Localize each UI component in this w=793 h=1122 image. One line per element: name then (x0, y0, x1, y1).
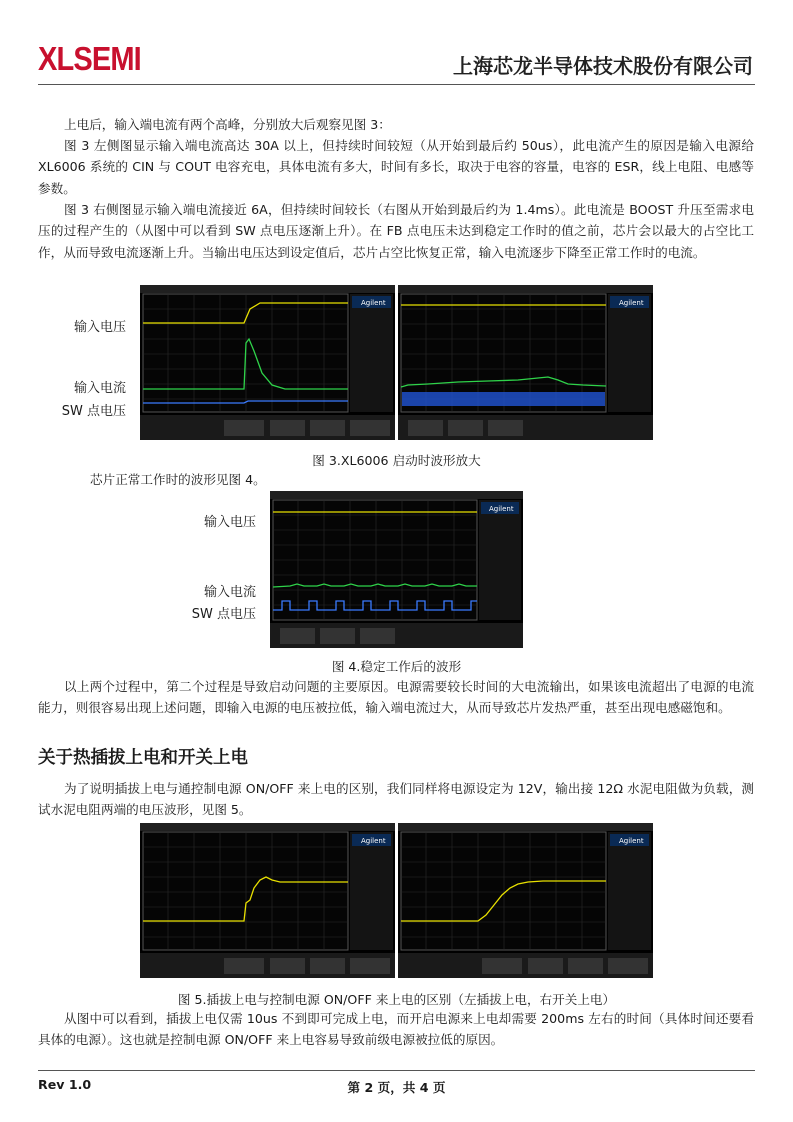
revision-label: Rev 1.0 (38, 1077, 92, 1092)
paragraph: 从图中可以看到，插拔上电仅需 10us 不到即可完成上电，而开启电源来上电却需要 200ms 左右的时间（具体时间还要看具体的电源）。这也就是控制电源 ON/OFF 来上电容易导致前级电源被拉低的原因。 (38, 1011, 754, 1048)
company-name: 上海芯龙半导体技术股份有限公司 (453, 54, 753, 78)
label-input-voltage: 输入电压 (203, 515, 256, 530)
paragraph: 上电后，输入端电流有两个高峰，分别放大后观察见图 3： (64, 117, 391, 132)
scope-screenshot (140, 285, 395, 440)
paragraph: 为了说明插拔上电与通控制电源 ON/OFF 来上电的区别，我们同样将电源设定为 12V，输出接 12Ω 水泥电阻做为负载，测试水泥电阻两端的电压波形，见图 5。 (38, 781, 754, 818)
label-input-voltage: 输入电压 (73, 320, 126, 335)
scope-screenshot (398, 823, 653, 978)
section-title: 关于热插拔上电和开关上电 (38, 748, 248, 768)
label-input-current: 输入电流 (73, 381, 126, 396)
label-sw-voltage: SW 点电压 (191, 607, 256, 622)
agilent-logo-text: Agilent (361, 299, 386, 307)
agilent-logo-text: Agilent (619, 837, 644, 845)
scope-screenshot (140, 823, 395, 978)
company-logo: XLSEMI (38, 40, 141, 77)
scope-screenshot (398, 285, 653, 440)
agilent-logo-text: Agilent (489, 505, 514, 513)
agilent-logo-text: Agilent (361, 837, 386, 845)
figure-caption: 图 5.插拔上电与控制电源 ON/OFF 来上电的区别（左插拔上电，右开关上电） (177, 992, 616, 1007)
paragraph: 图 3 左侧图显示输入端电流高达 30A 以上，但持续时间较短（从开始到最后约 50us），此电流产生的原因是输入电源给 XL6006 系统的 CIN 与 COUT 电容充电，具体电流有多大，时间有多长，取决于电容的容量，电容的 ESR，线上电阻、电感等参数。 (38, 138, 754, 196)
footer-divider (38, 1070, 755, 1071)
header-divider (38, 84, 755, 85)
paragraph: 芯片正常工作时的波形见图 4。 (90, 472, 266, 487)
label-sw-voltage: SW 点电压 (61, 404, 126, 419)
scope-screenshot (270, 491, 523, 648)
paragraph: 以上两个过程中，第二个过程是导致启动问题的主要原因。电源需要较长时间的大电流输出，如果该电流超出了电源的电流能力，则很容易出现上述问题，即输入电源的电压被拉低，输入端电流过大，从而导致芯片发热严重，甚至出现电感磁饱和。 (38, 679, 754, 716)
label-input-current: 输入电流 (203, 585, 256, 600)
figure-caption: 图 3.XL6006 启动时波形放大 (312, 453, 481, 468)
page-number: 第 2 页，共 4 页 (347, 1080, 446, 1095)
figure-caption: 图 4.稳定工作后的波形 (331, 659, 462, 674)
paragraph: 图 3 右侧图显示输入端电流接近 6A，但持续时间较长（右图从开始到最后约为 1.4ms）。此电流是 BOOST 升压至需求电压的过程产生的（从图中可以看到 SW 点电压逐渐上升）。在 FB 点电压未达到稳定工作时的值之前，芯片会以最大的占空比工作，从而导致电流逐渐上升。当输出电压达到设定值后，芯片占空比恢复正常，输入电流逐步下降至正常工作时的电流。 (38, 202, 754, 260)
agilent-logo-text: Agilent (619, 299, 644, 307)
